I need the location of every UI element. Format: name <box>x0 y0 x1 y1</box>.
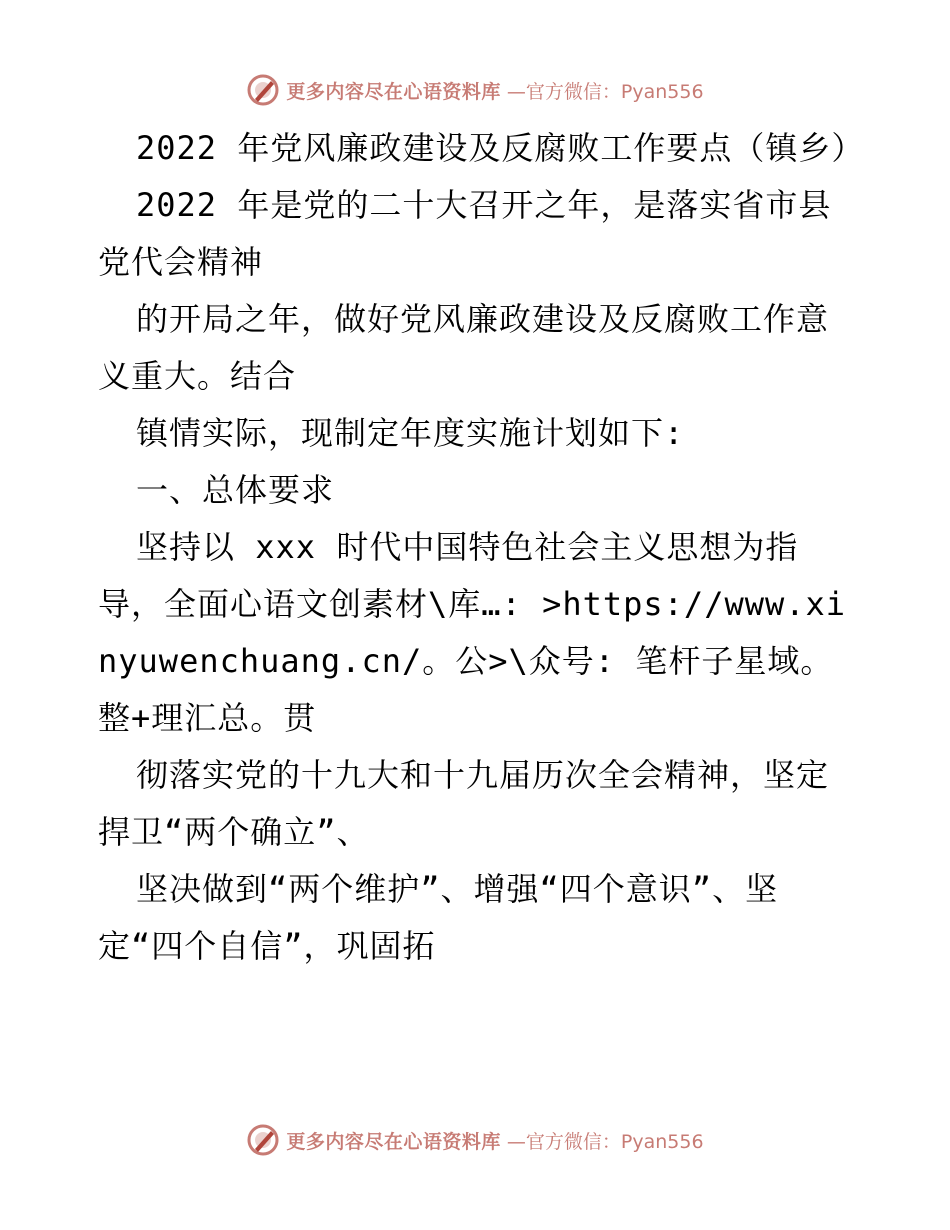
footer-contact: —官方微信：Pyan556 <box>506 1130 704 1153</box>
brand-logo-icon <box>246 73 280 107</box>
brand-logo-icon <box>246 1123 280 1157</box>
document-body <box>98 120 865 975</box>
document-title: 2022 年党风廉政建设及反腐败工作要点（镇乡） <box>136 129 865 167</box>
header-brand-text: 更多内容尽在心语资料库 <box>286 80 501 103</box>
paragraph: 坚决做到“两个维护”、增强“四个意识”、坚定“四个自信”，巩固拓 <box>98 870 779 965</box>
paragraph: 镇情实际，现制定年度实施计划如下: <box>136 414 685 452</box>
header-brand <box>246 73 703 107</box>
footer-brand <box>246 1123 703 1157</box>
paragraph: 2022 年是党的二十大召开之年，是落实省市县党代会精神 <box>98 186 832 281</box>
footer-brand-text: 更多内容尽在心语资料库 <box>286 1130 501 1153</box>
paragraph: 彻落实党的十九大和十九届历次全会精神，坚定捍卫“两个确立”、 <box>98 756 830 851</box>
page-footer <box>0 1120 950 1160</box>
paragraph: 的开局之年，做好党风廉政建设及反腐败工作意义重大。结合 <box>98 300 830 395</box>
header-contact: —官方微信：Pyan556 <box>506 80 704 103</box>
paragraph: 坚持以 xxx 时代中国特色社会主义思想为指导，全面心语文创素材\库…: >https://www.xinyuwenchuang.cn/。公>\众号: 笔杆子星域。整+理汇总。贯 <box>98 528 847 737</box>
section-heading: 一、总体要求 <box>136 471 335 509</box>
page-header <box>0 70 950 110</box>
